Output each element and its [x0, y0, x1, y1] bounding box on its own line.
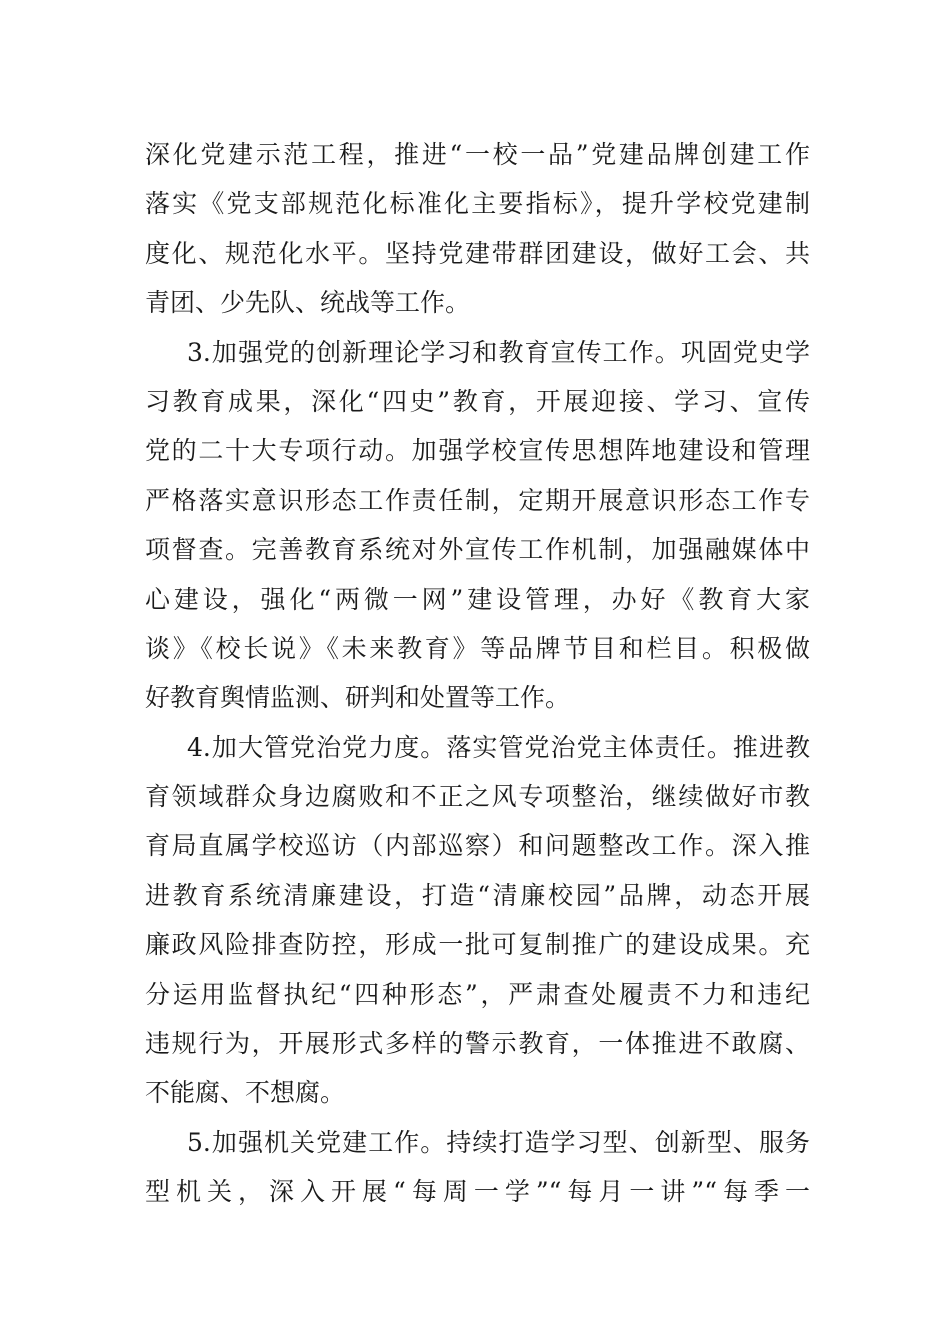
text-line: 育局直属学校巡访（内部巡察）和问题整改工作。深入推 [145, 831, 810, 861]
text-line: 落实《党支部规范化标准化主要指标》，提升学校党建制 [145, 189, 810, 219]
document-body [145, 130, 810, 1217]
text-line: 好教育舆情监测、研判和处置等工作。 [145, 683, 571, 713]
text-line: 育领域群众身边腐败和不正之风专项整治，继续做好市教 [145, 782, 810, 812]
text-line: 心建设，强化“两微一网”建设管理，办好《教育大家 [145, 584, 810, 614]
text-line: 不能腐、不想腐。 [145, 1078, 346, 1108]
text-line: 习教育成果，深化“四史”教育，开展迎接、学习、宣传 [145, 386, 810, 416]
text-line: 项督查。完善教育系统对外宣传工作机制，加强融媒体中 [145, 535, 810, 565]
text-line: 5.加强机关党建工作。持续打造学习型、创新型、服务 [187, 1127, 810, 1157]
text-line: 进教育系统清廉建设，打造“清廉校园”品牌，动态开展 [145, 880, 810, 910]
text-line: 违规行为，开展形式多样的警示教育，一体推进不敢腐、 [145, 1029, 810, 1059]
text-line: 深化党建示范工程，推进“一校一品”党建品牌创建工作 [145, 140, 810, 169]
text-line: 4.加大管党治党力度。落实管党治党主体责任。推进教 [187, 732, 810, 762]
text-line: 谈》《校长说》《未来教育》等品牌节目和栏目。积极做 [145, 633, 810, 663]
text-line: 度化、规范化水平。坚持党建带群团建设，做好工会、共 [145, 238, 810, 268]
text-line: 党的二十大专项行动。加强学校宣传思想阵地建设和管理 [145, 436, 810, 466]
text-line: 青团、少先队、统战等工作。 [145, 288, 471, 318]
text-line: 严格落实意识形态工作责任制，定期开展意识形态工作专 [145, 485, 810, 515]
text-line: 型机关，深入开展“每周一学”“每月一讲”“每季一 [145, 1177, 810, 1207]
text-line: 3.加强党的创新理论学习和教育宣传工作。巩固党史学 [187, 337, 810, 367]
text-line: 分运用监督执纪“四种形态”，严肃查处履责不力和违纪 [145, 979, 810, 1009]
text-line: 廉政风险排查防控，形成一批可复制推广的建设成果。充 [145, 930, 810, 960]
